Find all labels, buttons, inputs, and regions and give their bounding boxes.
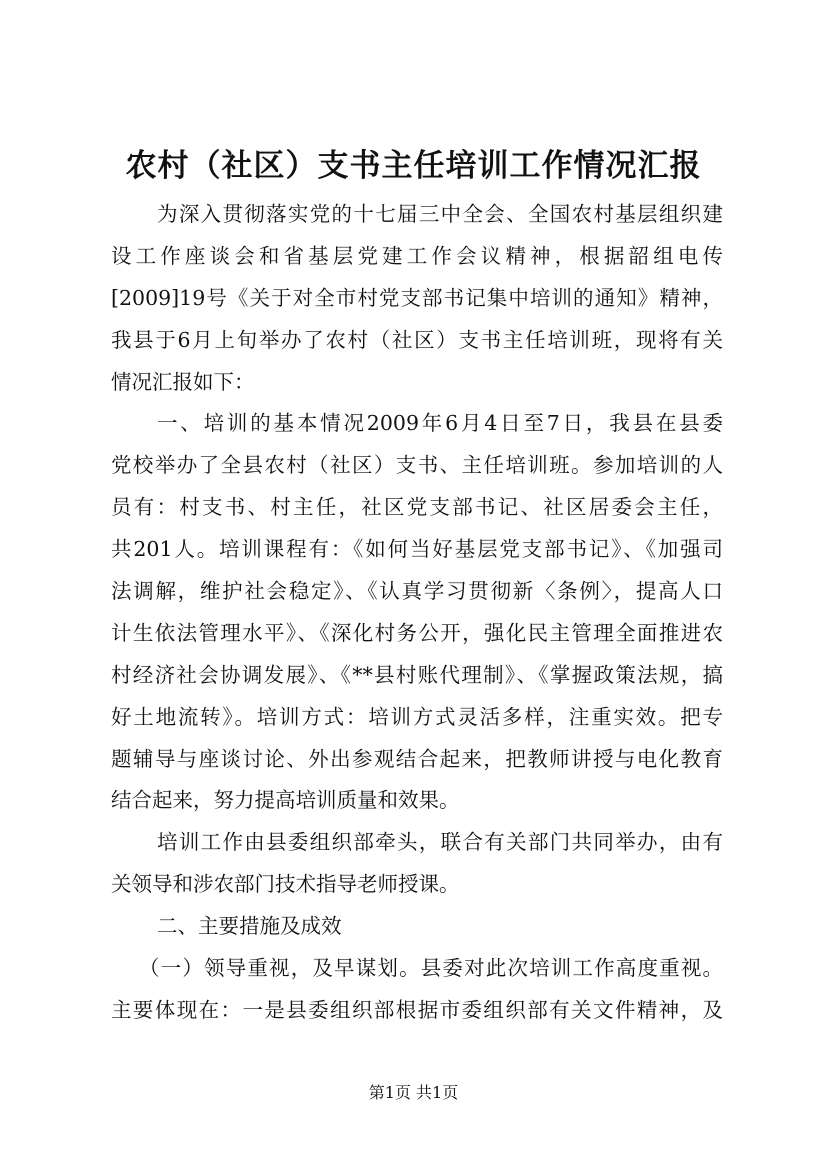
document-body bbox=[111, 194, 723, 1032]
paragraph-line: 共201人。培训课程有：《如何当好基层党支部书记》、《加强司 bbox=[111, 537, 723, 562]
paragraph-line: 关领导和涉农部门技术指导老师授课。 bbox=[111, 872, 460, 897]
section-heading-line: 二、主要措施及成效 bbox=[157, 914, 342, 939]
paragraph-line: 法调解，维护社会稳定》、《认真学习贯彻新〈条例〉，提高人口 bbox=[111, 579, 723, 604]
paragraph-line: 结合起来，努力提高培训质量和效果。 bbox=[111, 788, 460, 813]
paragraph-line: 培训工作由县委组织部牵头，联合有关部门共同举办，由有 bbox=[157, 830, 723, 855]
paragraph-line: 主要体现在：一是县委组织部根据市委组织部有关文件精神，及 bbox=[111, 997, 723, 1022]
paragraph-line: 好土地流转》。培训方式：培训方式灵活多样，注重实效。把专 bbox=[111, 704, 723, 729]
subsection-heading-line: （一）领导重视，及早谋划。县委对此次培训工作高度重视。 bbox=[139, 956, 723, 981]
paragraph-line: 我县于6月上旬举办了农村（社区）支书主任培训班，现将有关 bbox=[111, 327, 723, 352]
paragraph-line: 为深入贯彻落实党的十七届三中全会、全国农村基层组织建 bbox=[157, 202, 723, 226]
paragraph-line: 员有：村支书、村主任，社区党支部书记、社区居委会主任， bbox=[111, 495, 723, 520]
page-footer: 第1页 共1页 bbox=[368, 1083, 459, 1102]
document-title: 农村（社区）支书主任培训工作情况汇报 bbox=[125, 148, 702, 184]
paragraph-line: [2009]19号《关于对全市村党支部书记集中培训的通知》精神， bbox=[111, 285, 723, 310]
paragraph-line: 计生依法管理水平》、《深化村务公开，强化民主管理全面推进农 bbox=[111, 620, 723, 645]
paragraph-line: 村经济社会协调发展》、《**县村账代理制》、《掌握政策法规，搞 bbox=[111, 662, 723, 687]
paragraph-line: 党校举办了全县农村（社区）支书、主任培训班。参加培训的人 bbox=[111, 453, 723, 478]
paragraph-line: 题辅导与座谈讨论、外出参观结合起来，把教师讲授与电化教育 bbox=[111, 746, 723, 771]
paragraph-line: 设工作座谈会和省基层党建工作会议精神，根据韶组电传 bbox=[111, 243, 723, 268]
paragraph-line: 情况汇报如下： bbox=[111, 369, 255, 394]
section-heading-line: 一、培训的基本情况2009年6月4日至7日，我县在县委 bbox=[157, 411, 723, 436]
